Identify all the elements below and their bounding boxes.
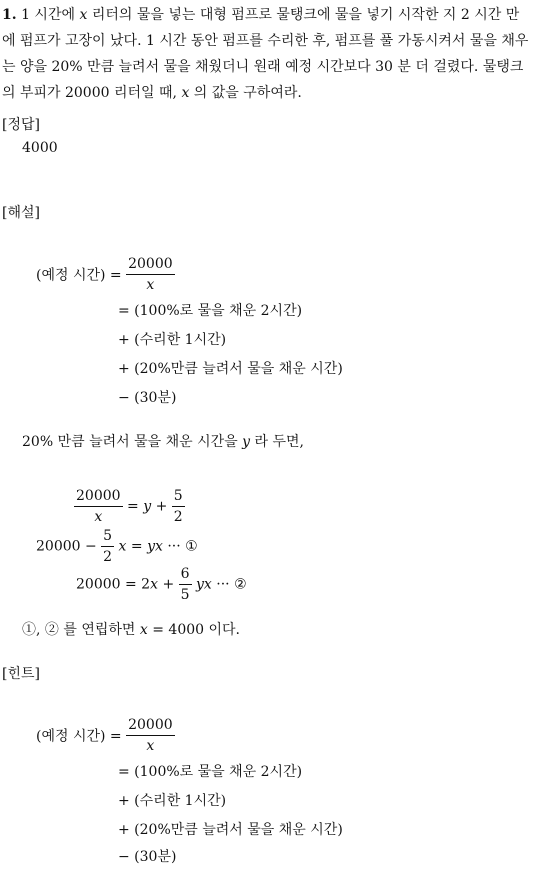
hint-equation	[36, 717, 175, 754]
equation-tag-1: ··· ①	[167, 538, 198, 555]
equation-1	[74, 488, 185, 525]
fraction-denominator: 2	[173, 509, 183, 525]
fraction-numerator: 5	[101, 528, 114, 547]
hint-line-3: + (수리한 1시간)	[118, 793, 227, 809]
let-sentence	[22, 431, 304, 451]
problem-text-3: 의 값을 구하여라.	[193, 85, 302, 101]
equals-sign: =	[130, 538, 143, 555]
let-sentence-a: 20% 만큼 늘려서 물을 채운 시간을	[22, 434, 238, 450]
let-sentence-b: 라 두면,	[254, 434, 304, 450]
hint-line-4: + (20%만큼 늘려서 물을 채운 시간)	[118, 822, 343, 838]
problem-number: 1.	[2, 7, 17, 23]
problem-text-2: 리터의 물을 넣는 대형 펌프로 물탱크에 물을 넣기 시작한 지 2 시간 만에 펌프가 고장이 났다. 1 시간 동안 펌프를 수리한 후, 펌프를 풀 가동시켜서 물을 채우는 양을 20% 만큼 늘려서 물을 채웠더니 원래 예정 시간보다 30 분 더 걸렸다. 물탱크의 부피가 20000 리터일 때,	[2, 7, 529, 101]
fraction-numerator: 5	[172, 488, 185, 507]
fraction-denominator: 5	[180, 587, 190, 603]
conclusion	[22, 619, 240, 639]
equation-2	[36, 528, 198, 565]
answer-label: [정답]	[2, 117, 40, 133]
variable-x: x	[139, 622, 148, 638]
fraction-numerator: 20000	[74, 488, 123, 507]
solution-equation	[36, 256, 175, 293]
eq-line-3: + (수리한 1시간)	[118, 332, 227, 348]
variable-x: x	[181, 85, 190, 101]
plus-sign: +	[155, 498, 168, 515]
fraction	[126, 256, 175, 293]
variable-x: x	[150, 576, 158, 593]
eq-line-5: − (30분)	[118, 390, 177, 406]
fraction-denominator: 2	[103, 549, 113, 565]
equation-3	[76, 566, 247, 603]
hint-line-5: − (30분)	[118, 849, 177, 865]
eq-line-4: + (20%만큼 늘려서 물을 채운 시간)	[118, 361, 343, 377]
hint-line-2: = (100%로 물을 채운 2시간)	[118, 764, 303, 780]
fraction	[172, 488, 185, 525]
solution-label: [해설]	[2, 205, 40, 221]
fraction-numerator: 20000	[126, 717, 175, 736]
conclusion-a: ①, ② 를 연립하면	[22, 622, 136, 638]
variable-y: y	[242, 434, 251, 450]
eq-line-2: = (100%로 물을 채운 2시간)	[118, 303, 303, 319]
term-yx: yx	[196, 576, 212, 593]
variable-x: x	[118, 538, 127, 555]
plus-sign: +	[162, 576, 175, 593]
fraction	[126, 717, 175, 754]
eq3-left: 20000 = 2	[76, 576, 151, 593]
fraction	[101, 528, 114, 565]
term-yx: yx	[147, 538, 163, 555]
eq-lhs: (예정 시간) =	[36, 267, 122, 284]
eq-lhs: (예정 시간) =	[36, 728, 122, 745]
equation-tag-2: ··· ②	[216, 576, 247, 593]
fraction-denominator: x	[146, 277, 155, 293]
equals-sign: =	[127, 498, 139, 515]
answer-value: 4000	[22, 140, 58, 156]
variable-x: x	[79, 7, 88, 23]
eq2-left: 20000 −	[36, 538, 97, 555]
fraction-denominator: x	[94, 509, 103, 525]
fraction	[74, 488, 123, 525]
variable-y: y	[143, 498, 152, 515]
fraction-denominator: x	[146, 738, 155, 754]
conclusion-b: = 4000 이다.	[152, 622, 240, 638]
fraction-numerator: 20000	[126, 256, 175, 275]
fraction	[179, 566, 192, 603]
problem-statement	[2, 2, 532, 106]
fraction-numerator: 6	[179, 566, 192, 585]
hint-label: [힌트]	[2, 666, 40, 682]
problem-text-1: 1 시간에	[21, 7, 76, 23]
